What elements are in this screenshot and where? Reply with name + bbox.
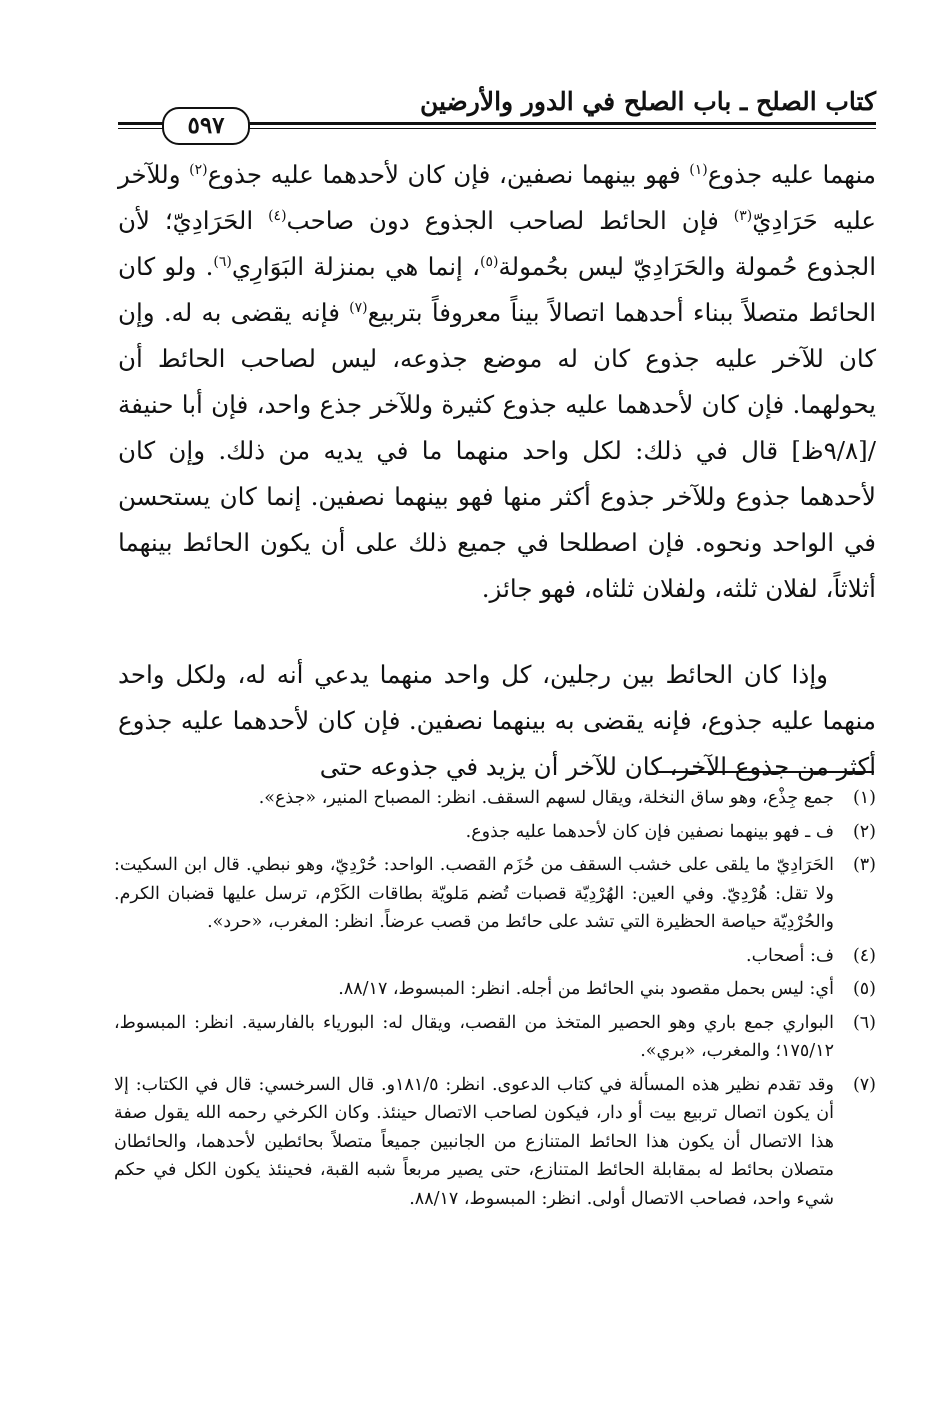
- footnote-text: الحَرَادِيّ ما يلقى على خشب السقف من حُزَم القصب. الواحد: حُرْدِيّ، وهو نبطي. قال ابن السكيت: ولا تقل: هُرْدِيّ. وفي العين: الهُرْدِيّة قصبات تُضم مَلويّة بطاقات الكَرْم، ترسل عليها قضبان الكرم. والحُرْدِيّة حياصة الحظيرة التي تشد على حائط من قصب عرضاً. انظر: المغرب، «حرد».: [114, 855, 834, 932]
- paragraph-1: [118, 152, 876, 612]
- footnote-number: (٢): [852, 821, 876, 842]
- text-segment: ، إنما هي بمنزلة البَوَارِي: [231, 252, 481, 281]
- text-segment: فإنه يقضى به له. وإن كان للآخر عليه جذوع كان له موضع جذوعه، ليس لصاحب الحائط أن يحولهما. فإن كان لأحدهما عليه جذوع كثيرة وللآخر جذع واحد، فإن أبا حنيفة /[٩/٨ظ] قال في ذلك: لكل واحد منهما ما في يديه من ذلك. وإن كان لأحدهما جذوع وللآخر جذوع أكثر منها فهو بينهما نصفين. إنما كان يستحسن في الواحد ونحوه. فإن اصطلحا في جميع ذلك على أن يكون الحائط بينهما أثلاثاً، لفلان ثلثه، ولفلان ثلثاه، فهو جائز.: [118, 298, 876, 603]
- page-number: ٥٩٧: [162, 107, 250, 145]
- text-segment: . ولو كان الحائط متصلاً ببناء أحدهما اتصالاً بيناً معروفاً بتربيع: [118, 252, 877, 327]
- footnote-ref-2: (٢): [189, 161, 208, 178]
- main-text: [118, 152, 876, 790]
- footnote-ref-3: (٣): [733, 207, 753, 224]
- footnote-number: (٥): [852, 979, 876, 999]
- footnote-1: [114, 784, 876, 813]
- footnote-5: [114, 975, 876, 1004]
- text-segment: الحَرَادِيّ؛ لأن الجذوع حُمولة والحَرَادِيّ ليس بحُمولة: [118, 206, 877, 281]
- text-segment: فهو بينهما نصفين، فإن كان لأحدهما عليه جذوع: [207, 160, 690, 189]
- footnote-2: [114, 818, 876, 847]
- footnote-text: ف: أصحاب.: [746, 945, 834, 966]
- footnote-ref-1: (١): [689, 161, 708, 178]
- paragraph-2: [118, 652, 876, 790]
- footnote-number: (٤): [852, 945, 876, 966]
- footnote-number: (٣): [852, 855, 876, 875]
- footnote-number: (٧): [852, 1074, 876, 1095]
- footnote-text: أي: ليس بحمل مقصود بني الحائط من أجله. انظر: المبسوط، ٨٨/١٧.: [338, 979, 834, 999]
- footnote-text: ف ـ فهو بينهما نصفين فإن كان لأحدهما عليه جذوع.: [465, 821, 834, 842]
- footnote-number: (١): [852, 788, 876, 808]
- footnote-text: وقد تقدم نظير هذه المسألة في كتاب الدعوى. انظر: ١٨١/٥و. قال السرخسي: قال في الكتاب: إلا أن يكون اتصال تربيع بيت أو دار، فيكون لصاحب الاتصال حينئذ. وكان الكرخي رحمه الله يقول صفة هذا الاتصال أن يكون هذا الحائط المتنازع من الجانبين جميعاً متصلاً بحائطين لأحدهما، والحائطان متصلان بحائط له بمقابلة الحائط المتنازع، حتى يصير مربعاً شبه القبة، فحينئذ يكون الكل في حكم شيء واحد، فصاحب الاتصال أولى. انظر: المبسوط، ٨٨/١٧.: [114, 1074, 834, 1209]
- footnote-6: [114, 1009, 876, 1066]
- footnotes: [114, 784, 876, 1218]
- footnote-ref-6: (٦): [213, 253, 232, 270]
- text-segment: منهما عليه جذوع: [707, 160, 876, 189]
- footnote-text: البواري جمع باري وهو الحصير المتخذ من القصب، ويقال له: البورياء بالفارسية. انظر: المبسوط، ١٧٥/١٢؛ والمغرب، «بري».: [114, 1012, 834, 1061]
- footnote-ref-7: (٧): [349, 299, 368, 316]
- footnote-4: [114, 942, 876, 971]
- footnote-separator: [656, 771, 874, 773]
- footnote-7: [114, 1071, 876, 1214]
- footnote-3: [114, 851, 876, 937]
- chapter-title: كتاب الصلح ـ باب الصلح في الدور والأرضين: [419, 87, 876, 116]
- text-segment: وإذا كان الحائط بين رجلين، كل واحد منهما يدعي أنه له، ولكل واحد منهما عليه جذوع، فإنه يقضى به بينهما نصفين. فإن كان لأحدهما عليه جذوع أكثر من جذوع الآخر، كان للآخر أن يزيد في جذوعه حتى: [118, 660, 876, 781]
- footnote-ref-5: (٥): [480, 253, 499, 270]
- footnote-ref-4: (٤): [268, 207, 287, 224]
- footnote-text: جمع جِذْع، وهو ساق النخلة، ويقال لسهم السقف. انظر: المصباح المنير، «جذع».: [258, 788, 834, 808]
- footnote-number: (٦): [852, 1012, 876, 1033]
- text-segment: وللآخر عليه حَرَادِيّ: [118, 160, 876, 235]
- text-segment: فإن الحائط لصاحب الجذوع دون صاحب: [286, 206, 734, 235]
